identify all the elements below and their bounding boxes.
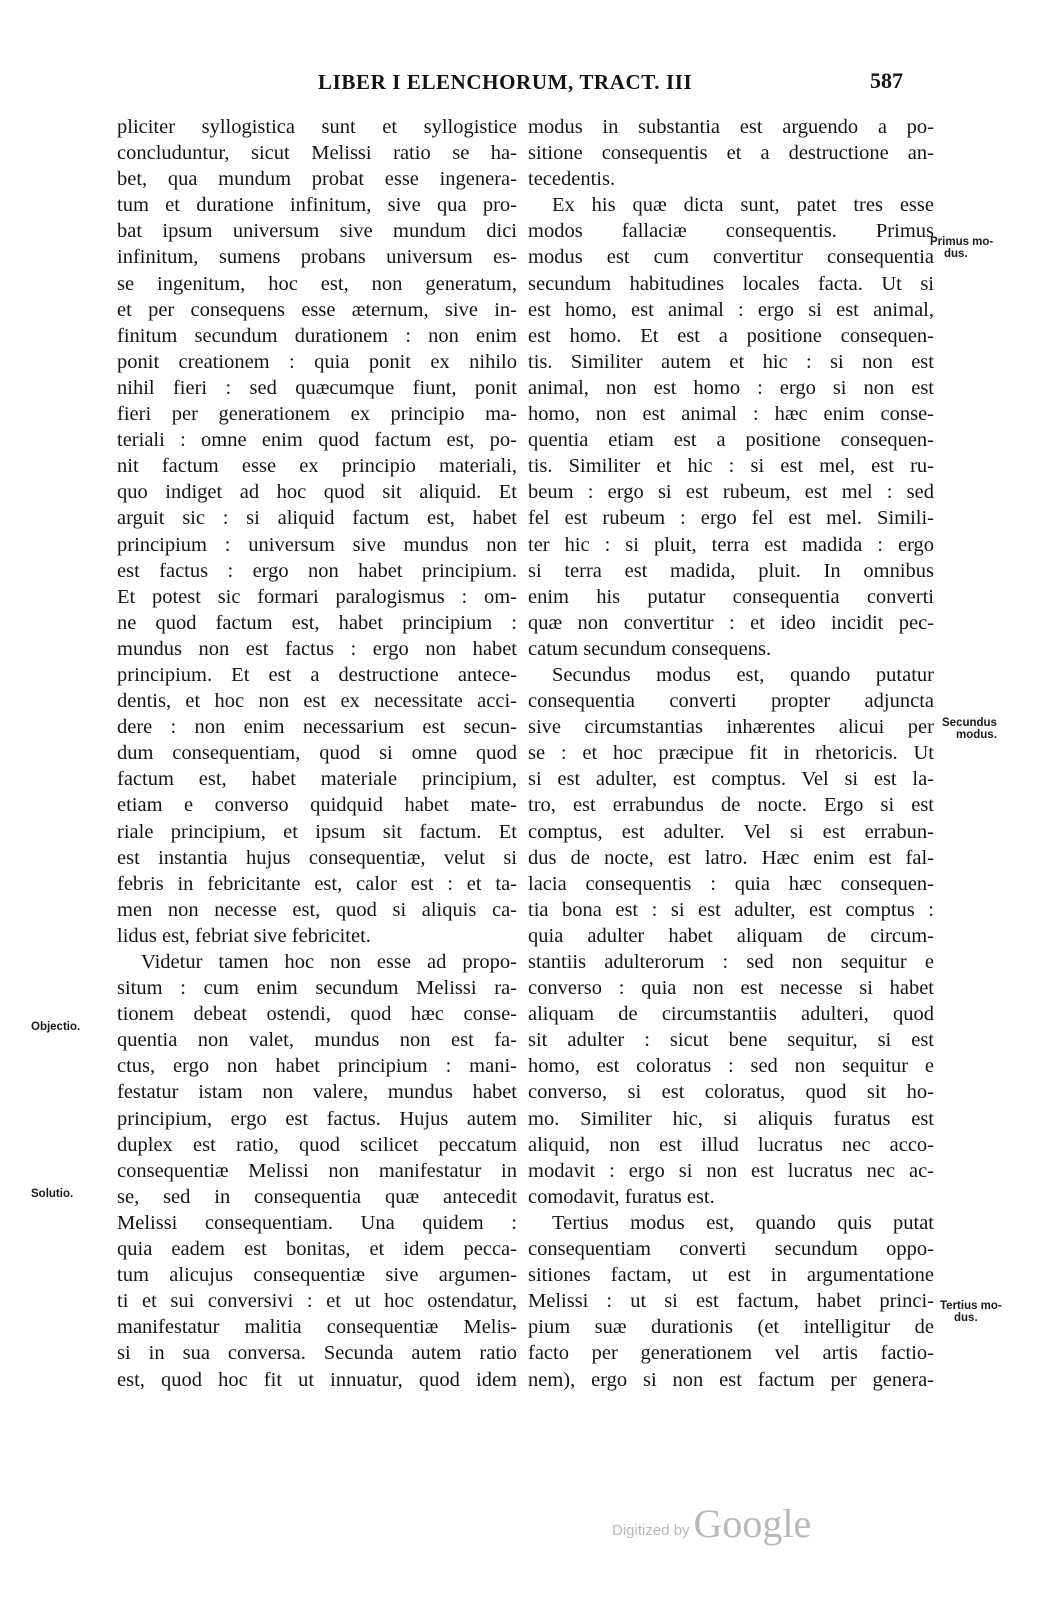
margin-note-primus-line1: Primus mo- <box>930 236 994 248</box>
text-line: stantiis adulterorum : sed non sequitur e <box>528 951 934 973</box>
text-line: tis. Similiter et hic : si est mel, est ru- <box>528 455 934 478</box>
text-line: lacia consequentis : quia hæc consequen- <box>528 872 934 895</box>
text-line: festatur istam non valere, mundus habet <box>117 1081 517 1104</box>
text-line: si in sua conversa. Secunda autem ratio <box>117 1342 517 1365</box>
text-line: factum est, habet materiale principium, <box>117 768 517 791</box>
text-line: bet, qua mundum probat esse ingenera- <box>117 168 517 191</box>
text-line: mo. Similiter hic, si aliquis furatus est <box>528 1107 934 1130</box>
text-line: quentia etiam est a positione consequen- <box>528 429 934 452</box>
margin-note-secundus-line2: modus. <box>956 729 997 741</box>
text-line: nem), ergo si non est factum per genera- <box>528 1368 934 1391</box>
text-line: Et potest sic formari paralogismus : om- <box>117 585 517 608</box>
text-line: tum et duratione infinitum, sive qua pro- <box>117 194 517 217</box>
text-line: manifestatur malitia consequentiæ Melis- <box>117 1316 517 1339</box>
text-line: dus de nocte, est latro. Hæc enim est fal- <box>528 846 934 869</box>
text-line: quia eadem est bonitas, et idem pecca- <box>117 1238 517 1261</box>
text-line: fieri per generationem ex principio ma- <box>117 403 517 426</box>
text-line: est, quod hoc fit ut innuatur, quod idem <box>117 1368 517 1391</box>
text-line: mundus non est factus : ergo non habet <box>117 637 517 660</box>
text-line: modus est cum convertitur consequentia <box>528 246 934 269</box>
text-line: converso : quia non est necesse si habet <box>528 977 934 1000</box>
text-line: tecedentis. <box>528 168 616 191</box>
text-line: nihil fieri : sed quæcumque fiunt, ponit <box>117 376 517 399</box>
text-line: catum secundum consequens. <box>528 637 772 660</box>
text-line: fel est rubeum : ergo fel est mel. Simili- <box>528 507 934 530</box>
margin-note-solutio: Solutio. <box>31 1188 74 1200</box>
text-line: principium, ergo est factus. Hujus autem <box>117 1107 517 1130</box>
text-line: comodavit, furatus est. <box>528 1185 715 1208</box>
text-line: facto per generationem vel artis factio- <box>528 1342 934 1365</box>
text-line: est homo. Et est a positione consequen- <box>528 324 934 347</box>
text-line: si terra est madida, pluit. In omnibus <box>528 559 934 582</box>
text-line: dere : non enim necessarium est secun- <box>117 716 517 739</box>
text-line: quia adulter habet aliquam de circum- <box>528 924 934 947</box>
text-line: pliciter syllogistica sunt et syllogistice <box>117 116 517 138</box>
right-text-column <box>528 114 934 1393</box>
text-line: Ex his quæ dicta sunt, patet tres esse <box>552 194 934 217</box>
digitized-by-google-watermark <box>612 1500 811 1547</box>
text-line: et per consequens esse æternum, sive in- <box>117 298 517 321</box>
text-line: sitione consequentis et a destructione an- <box>528 142 934 165</box>
text-line: Melissi consequentiam. Una quidem : <box>117 1211 517 1234</box>
text-line: arguit sic : si aliquid factum est, habet <box>117 507 517 530</box>
margin-note-primus-modus <box>930 236 993 260</box>
text-line: teriali : omne enim quod factum est, po- <box>117 429 517 452</box>
text-line: Melissi : ut si est factum, habet princi- <box>528 1290 934 1313</box>
text-line: aliquam de circumstantiis adulteri, quod <box>528 1003 934 1026</box>
text-line: si est adulter, est comptus. Vel si est la- <box>528 768 934 791</box>
text-line: tia bona est : si est adulter, est comptus : <box>528 898 934 921</box>
text-line: consequentia converti propter adjuncta <box>528 690 934 713</box>
text-line: enim his putatur consequentia converti <box>528 585 934 608</box>
margin-note-secundus-line1: Secundus <box>942 717 997 729</box>
text-line: dum consequentiam, quod si omne quod <box>117 742 517 765</box>
margin-note-tertius-modus <box>940 1300 1002 1324</box>
text-line: secundum habitudines locales facta. Ut si <box>528 272 934 295</box>
text-line: lidus est, febriat sive febricitet. <box>117 924 371 947</box>
margin-note-secundus-modus <box>942 717 997 741</box>
text-line: Videtur tamen hoc non esse ad propo- <box>141 951 517 973</box>
text-line: ctus, ergo non habet principium : mani- <box>117 1055 517 1078</box>
left-text-column <box>117 114 517 1393</box>
text-line: se : et hoc præcipue fit in rhetoricis. Ut <box>528 742 934 765</box>
text-line: quo indiget ad hoc quod sit aliquid. Et <box>117 481 517 504</box>
text-line: modavit : ergo si non est lucratus nec ac- <box>528 1159 934 1182</box>
google-wordmark: Google <box>693 1501 812 1546</box>
text-line: est homo, est animal : ergo si est animal, <box>528 298 934 321</box>
text-line: sit adulter : sicut bene sequitur, si est <box>528 1029 934 1052</box>
text-line: concluduntur, sicut Melissi ratio se ha- <box>117 142 517 165</box>
text-line: tis. Similiter autem et hic : si non est <box>528 350 934 373</box>
text-line: beum : ergo si est rubeum, est mel : sed <box>528 481 934 504</box>
text-line: se, sed in consequentia quæ antecedit <box>117 1185 517 1208</box>
text-line: quentia non valet, mundus non est fa- <box>117 1029 517 1052</box>
digitized-by-text: Digitized by <box>612 1522 690 1539</box>
text-line: sitiones factam, ut est in argumentatione <box>528 1264 934 1287</box>
text-line: Tertius modus est, quando quis putat <box>552 1211 934 1234</box>
text-line: febris in febricitante est, calor est : et ta- <box>117 872 517 895</box>
text-line: ter hic : si pluit, terra est madida : ergo <box>528 533 934 556</box>
text-line: principium : universum sive mundus non <box>117 533 517 556</box>
text-line: pium suæ durationis (et intelligitur de <box>528 1316 934 1339</box>
text-line: modos fallaciæ consequentis. Primus <box>528 220 934 243</box>
margin-note-primus-line2: dus. <box>944 248 968 260</box>
text-line: infinitum, sumens probans universum es- <box>117 246 517 269</box>
margin-note-tertius-line2: dus. <box>954 1312 978 1324</box>
page-number: 587 <box>870 68 903 93</box>
text-line: etiam e converso quidquid habet mate- <box>117 794 517 817</box>
text-line: modus in substantia est arguendo a po- <box>528 116 934 138</box>
text-line: converso, si est coloratus, quod sit ho- <box>528 1081 934 1104</box>
running-header-title: LIBER I ELENCHORUM, TRACT. III <box>318 70 693 94</box>
text-line: tum alicujus consequentiæ sive argumen- <box>117 1264 517 1287</box>
text-line: consequentiæ Melissi non manifestatur in <box>117 1159 517 1182</box>
text-line: sive circumstantias inhærentes alicui per <box>528 716 934 739</box>
text-line: Secundus modus est, quando putatur <box>552 663 934 686</box>
text-line: men non necesse est, quod si aliquis ca- <box>117 898 517 921</box>
text-line: ti et sui conversivi : et ut hoc ostendatur, <box>117 1290 517 1313</box>
text-line: quæ non convertitur : et ideo incidit pec- <box>528 611 934 634</box>
text-line: duplex est ratio, quod scilicet peccatum <box>117 1133 517 1156</box>
text-line: comptus, est adulter. Vel si est errabun- <box>528 820 934 843</box>
text-line: est factus : ergo non habet principium. <box>117 559 517 582</box>
text-line: riale principium, et ipsum sit factum. Et <box>117 820 517 843</box>
text-line: dentis, et hoc non est ex necessitate acci- <box>117 690 517 713</box>
text-line: nit factum esse ex principio materiali, <box>117 455 517 478</box>
text-line: est instantia hujus consequentiæ, velut si <box>117 846 517 869</box>
margin-note-tertius-line1: Tertius mo- <box>940 1300 1002 1312</box>
text-line: aliquid, non est illud lucratus nec acco- <box>528 1133 934 1156</box>
text-line: situm : cum enim secundum Melissi ra- <box>117 977 517 1000</box>
text-line: consequentiam converti secundum oppo- <box>528 1238 934 1261</box>
margin-note-objectio: Objectio. <box>31 1021 81 1033</box>
text-line: tionem debeat ostendi, quod hæc conse- <box>117 1003 517 1026</box>
text-line: finitum secundum durationem : non enim <box>117 324 517 347</box>
text-line: se ingenitum, hoc est, non generatum, <box>117 272 517 295</box>
text-line: bat ipsum universum sive mundum dici <box>117 220 517 243</box>
text-line: principium. Et est a destructione antece- <box>117 663 517 686</box>
text-line: ne quod factum est, habet principium : <box>117 611 517 634</box>
text-line: ponit creationem : quia ponit ex nihilo <box>117 350 517 373</box>
text-line: tro, est errabundus de nocte. Ergo si est <box>528 794 934 817</box>
text-line: homo, est coloratus : sed non sequitur e <box>528 1055 934 1078</box>
text-line: homo, non est animal : hæc enim conse- <box>528 403 934 426</box>
text-line: animal, non est homo : ergo si non est <box>528 376 934 399</box>
